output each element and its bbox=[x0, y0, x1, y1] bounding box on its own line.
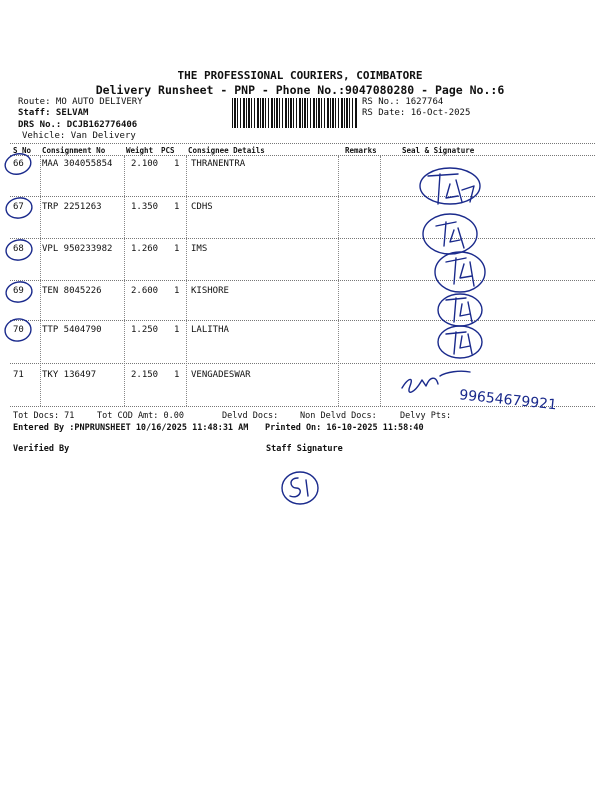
row-weight: 1.250 bbox=[131, 325, 159, 335]
row-pcs: 1 bbox=[174, 244, 180, 254]
company-name: THE PROFESSIONAL COURIERS, COIMBATORE bbox=[177, 69, 423, 82]
row-consignment: TRP 2251263 bbox=[42, 202, 102, 212]
row-pcs: 1 bbox=[174, 159, 180, 169]
signature-marks bbox=[400, 150, 590, 420]
col-pcs: PCS bbox=[161, 146, 175, 155]
row-sno: 67 bbox=[13, 202, 24, 212]
row-weight: 2.600 bbox=[131, 286, 159, 296]
staff-signature-mark bbox=[276, 466, 326, 510]
row-sno: 69 bbox=[13, 286, 24, 296]
handwritten-circles bbox=[0, 150, 40, 360]
col-remarks: Remarks bbox=[345, 146, 377, 155]
staff-label: Staff: SELVAM bbox=[18, 108, 89, 118]
row-consignment: TKY 136497 bbox=[42, 370, 97, 380]
row-consignee: VENGADESWAR bbox=[191, 370, 251, 380]
row-consignee: LALITHA bbox=[191, 325, 229, 335]
column-divider bbox=[40, 156, 41, 406]
row-consignee: IMS bbox=[191, 244, 208, 254]
col-weight: Weight bbox=[126, 146, 154, 155]
col-consignment: Consignment No bbox=[42, 146, 106, 155]
row-sno: 70 bbox=[13, 325, 24, 335]
vehicle-label: Vehicle: Van Delivery bbox=[22, 131, 136, 141]
total-docs: Tot Docs: 71 bbox=[13, 411, 75, 421]
row-sno: 66 bbox=[13, 159, 24, 169]
column-divider bbox=[186, 156, 187, 406]
col-sno: S No bbox=[13, 146, 32, 155]
staff-signature-label: Staff Signature bbox=[266, 444, 343, 454]
handwritten-phone-note bbox=[455, 382, 565, 418]
col-seal-signature: Seal & Signature bbox=[402, 146, 475, 155]
table-top-rule bbox=[10, 143, 595, 144]
column-divider bbox=[124, 156, 125, 406]
row-pcs: 1 bbox=[174, 370, 180, 380]
runsheet-title: Delivery Runsheet - PNP - Phone No.:9047080280 - Page No.:6 bbox=[95, 83, 505, 97]
drs-number: DRS No.: DCJB162776406 bbox=[18, 120, 138, 130]
col-consignee-details: Consignee Details bbox=[188, 146, 265, 155]
row-weight: 1.260 bbox=[131, 244, 159, 254]
row-pcs: 1 bbox=[174, 202, 180, 212]
phone-note-text: 99654679921 bbox=[458, 387, 558, 414]
delivered-docs: Delvd Docs: bbox=[222, 411, 279, 421]
printed-on: Printed On: 16-10-2025 11:58:40 bbox=[265, 423, 424, 433]
non-delivered-docs: Non Delvd Docs: bbox=[300, 411, 377, 421]
total-cod-amount: Tot COD Amt: 0.00 bbox=[97, 411, 184, 421]
row-consignee: CDHS bbox=[191, 202, 213, 212]
row-consignment: VPL 950233982 bbox=[42, 244, 113, 254]
row-pcs: 1 bbox=[174, 325, 180, 335]
column-divider bbox=[380, 156, 381, 406]
row-pcs: 1 bbox=[174, 286, 180, 296]
rs-date: RS Date: 16-Oct-2025 bbox=[362, 108, 471, 118]
row-consignment: TTP 5404790 bbox=[42, 325, 102, 335]
route-label: Route: MO AUTO DELIVERY bbox=[18, 97, 143, 107]
row-consignee: THRANENTRA bbox=[191, 159, 246, 169]
row-weight: 2.100 bbox=[131, 159, 159, 169]
row-consignment: TEN 8045226 bbox=[42, 286, 102, 296]
rs-number: RS No.: 1627764 bbox=[362, 97, 444, 107]
row-consignee: KISHORE bbox=[191, 286, 229, 296]
row-weight: 2.150 bbox=[131, 370, 159, 380]
barcode bbox=[232, 98, 358, 128]
entered-by: Entered By :PNPRUNSHEET 10/16/2025 11:48:31 AM bbox=[13, 423, 249, 433]
verified-by-label: Verified By bbox=[13, 444, 70, 454]
delivery-points: Delvy Pts: bbox=[400, 411, 452, 421]
row-sno: 71 bbox=[13, 370, 24, 380]
column-divider bbox=[338, 156, 339, 406]
row-weight: 1.350 bbox=[131, 202, 159, 212]
row-sno: 68 bbox=[13, 244, 24, 254]
row-consignment: MAA 304055854 bbox=[42, 159, 113, 169]
